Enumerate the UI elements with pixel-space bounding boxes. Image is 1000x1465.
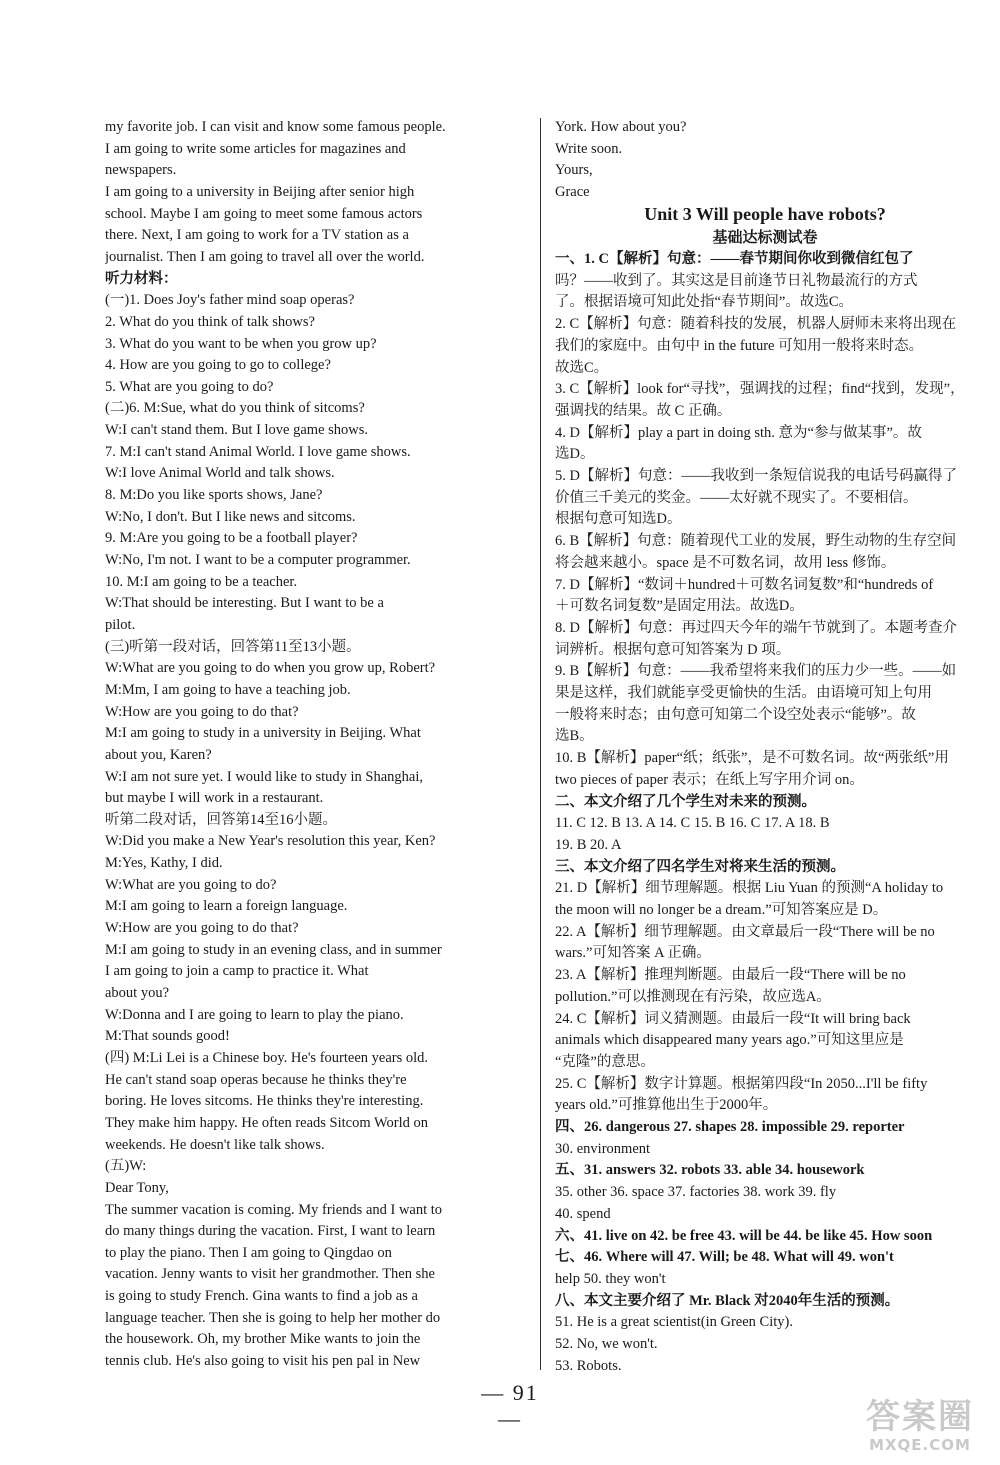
text-line: M:That sounds good! (105, 1028, 230, 1045)
text-line: vacation. Jenny wants to visit her grandmother. Then she (105, 1266, 435, 1283)
answer-line: 40. spend (555, 1205, 611, 1222)
answer-line: 吗？——收到了。其实这是目前逢节日礼物最流行的方式 (555, 272, 918, 289)
text-line: to play the piano. Then I am going to Qingdao on (105, 1244, 392, 1261)
text-line: my favorite job. I can visit and know some famous people. (105, 119, 446, 135)
text-line: M:I am going to learn a foreign language. (105, 898, 348, 915)
letter-line: Grace (555, 183, 590, 200)
text-line: weekends. He doesn't like talk shows. (105, 1136, 325, 1153)
answer-line: 4. D【解析】play a part in doing sth. 意为“参与做某事”。故 (555, 424, 922, 441)
answer-line: help 50. they won't (555, 1270, 666, 1287)
answer-line: 二、本文介绍了几个学生对未来的预测。 (555, 793, 816, 810)
text-line: 2. What do you think of talk shows? (105, 313, 315, 330)
answer-line: 19. B 20. A (555, 836, 622, 853)
answer-line: 30. environment (555, 1140, 651, 1157)
text-line: is going to study French. Gina wants to find a job as a (105, 1288, 418, 1305)
answer-line: 23. A【解析】推理判断题。由最后一段“There will be no (555, 967, 906, 984)
watermark-logo (850, 1398, 990, 1456)
text-line: (四) M:Li Lei is a Chinese boy. He's fourteen years old. (105, 1049, 429, 1066)
text-line: newspapers. (105, 162, 177, 179)
text-line: W:No, I'm not. I want to be a computer programmer. (105, 552, 411, 568)
text-line: language teacher. Then she is going to help her mother do (105, 1309, 441, 1326)
text-line: about you? (105, 985, 170, 1001)
answer-line: animals which disappeared many years ago.”可知这里应是 (555, 1032, 904, 1049)
answer-line: 11. C 12. B 13. A 14. C 15. B 16. C 17. A 18. B (555, 815, 830, 832)
text-line: 10. M:I am going to be a teacher. (105, 573, 298, 590)
text-line: but maybe I will work in a restaurant. (105, 790, 324, 807)
answer-line: years old.”可推算他出生于2000年。 (555, 1097, 778, 1114)
text-line: (二)6. M:Sue, what do you think of sitcoms? (105, 400, 365, 417)
answer-line: 强调找的结果。故 C 正确。 (555, 402, 732, 419)
text-line: He can't stand soap operas because he thinks they're (105, 1071, 407, 1088)
answer-line: 故选C。 (555, 359, 609, 376)
answer-line: 根据句意可知选D。 (555, 511, 682, 528)
text-line: W:I am not sure yet. I would like to study in Shanghai, (105, 768, 424, 785)
text-line: 听第二段对话，回答第14至16小题。 (105, 811, 337, 828)
text-line: W:Donna and I are going to learn to play the piano. (105, 1006, 404, 1023)
watermark-url: MXQE.COM (869, 1436, 971, 1454)
text-line: (一)1. Does Joy's father mind soap operas? (105, 292, 355, 309)
text-line: 3. What do you want to be when you grow up? (105, 335, 377, 352)
answer-line: 五、31. answers 32. robots 33. able 34. housework (555, 1162, 865, 1179)
text-line: 8. M:Do you like sports shows, Jane? (105, 487, 323, 504)
text-line: They make him happy. He often reads Sitcom World on (105, 1114, 428, 1131)
text-line: boring. He loves sitcoms. He thinks they're interesting. (105, 1093, 424, 1110)
text-line: tennis club. He's also going to visit his pen pal in New (105, 1353, 421, 1370)
text-line: M:I am going to study in a university in Beijing. What (105, 725, 421, 742)
answer-line: 选D。 (555, 446, 595, 463)
answer-line: the moon will no longer be a dream.”可知答案应是 D。 (555, 902, 888, 918)
answer-line: 七、46. Where will 47. Will; be 48. What will 49. won't (555, 1249, 894, 1266)
answer-line: 5. D【解析】句意：——我收到一条短信说我的电话号码赢得了 (555, 468, 957, 484)
answer-line: 六、41. live on 42. be free 43. will be 44. be like 45. How soon (555, 1227, 933, 1244)
text-line: W:That should be interesting. But I want to be a (105, 595, 384, 612)
answer-line: pollution.”可以推测现在有污染，故应选A。 (555, 988, 831, 1005)
answer-line: 9. B【解析】句意：——我希望将来我们的压力少一些。——如 (555, 663, 957, 680)
text-line: 听力材料： (105, 270, 178, 287)
text-line: 5. What are you going to do? (105, 378, 274, 395)
answer-line: 24. C【解析】词义猜测题。由最后一段“It will bring back (555, 1010, 911, 1027)
answer-line: 8. D【解析】句意：再过四天今年的端午节就到了。本题考查介 (555, 619, 957, 636)
answer-line: 6. B【解析】句意：随着现代工业的发展，野生动物的生存空间 (555, 533, 957, 550)
answer-line: two pieces of paper 表示；在纸上写字用介词 on。 (555, 771, 864, 788)
answer-line: 一、1. C【解析】句意：——春节期间你收到微信红包了 (555, 251, 914, 267)
answer-line: 价值三千美元的奖金。——太好就不现实了。不要相信。 (555, 489, 918, 506)
answer-line: ＋可数名词复数”是固定用法。故选D。 (555, 598, 804, 615)
text-line: M:Yes, Kathy, I did. (105, 855, 223, 872)
answer-line: 3. C【解析】look for“寻找”，强调找的过程；find“找到，发现”， (555, 381, 965, 398)
answer-line: 将会越来越小。space 是不可数名词，故用 less 修饰。 (555, 554, 896, 571)
answer-line: 35. other 36. space 37. factories 38. work 39. fly (555, 1184, 837, 1201)
text-line: 4. How are you going to go to college? (105, 357, 331, 374)
text-line: W:How are you going to do that? (105, 920, 299, 937)
answer-line: 我们的家庭中。由句中 in the future 可知用一般将来时态。 (555, 337, 924, 354)
text-line: the housework. Oh, my brother Mike wants to join the (105, 1331, 421, 1348)
text-line: W:What are you going to do when you grow up, Robert? (105, 660, 436, 677)
answer-line: 10. B【解析】paper“纸；纸张”，是不可数名词。故“两张纸”用 (555, 750, 949, 767)
answer-line: 选B。 (555, 728, 594, 745)
text-line: (三)听第一段对话，回答第11至13小题。 (105, 638, 361, 655)
text-line: W:Did you make a New Year's resolution this year, Ken? (105, 833, 436, 850)
letter-line: Yours, (555, 162, 593, 179)
column-divider (540, 118, 541, 1370)
text-line: 7. M:I can't stand Animal World. I love game shows. (105, 443, 411, 460)
text-line: pilot. (105, 616, 136, 633)
text-line: W:No, I don't. But I like news and sitcoms. (105, 508, 356, 525)
test-title: 基础达标测试卷 (712, 228, 818, 246)
answer-line: 四、26. dangerous 27. shapes 28. impossible 29. reporter (555, 1119, 905, 1135)
watermark-text: 答案圈 (866, 1397, 974, 1437)
text-line: W:I love Animal World and talk shows. (105, 465, 335, 482)
answer-line: 了。根据语境可知此处指“春节期间”。故选C。 (555, 294, 854, 311)
letter-line: York. How about you? (555, 119, 687, 135)
text-line: there. Next, I am going to work for a TV station as a (105, 227, 409, 244)
answer-line: 词辨析。根据句意可知答案为 D 项。 (555, 641, 791, 658)
text-line: I am going to write some articles for magazines and (105, 140, 406, 157)
answer-line: 22. A【解析】细节理解题。由文章最后一段“There will be no (555, 923, 935, 940)
text-line: Dear Tony, (105, 1179, 169, 1196)
text-line: do many things during the vacation. First, I want to learn (105, 1223, 436, 1240)
answer-line: 51. He is a great scientist(in Green City). (555, 1314, 793, 1331)
text-line: 9. M:Are you going to be a football player? (105, 530, 358, 547)
text-line: M:I am going to study in an evening class, and in summer (105, 941, 442, 958)
answer-line: 三、本文介绍了四名学生对将来生活的预测。 (555, 858, 845, 875)
text-line: I am going to a university in Beijing after senior high (105, 183, 415, 200)
text-line: M:Mm, I am going to have a teaching job. (105, 681, 351, 698)
answer-line: 53. Robots. (555, 1357, 622, 1374)
text-line: about you, Karen? (105, 746, 212, 763)
answer-line: 果是这样，我们就能享受更愉快的生活。由语境可知上句用 (555, 685, 932, 701)
answer-line: 25. C【解析】数字计算题。根据第四段“In 2050...I'll be fifty (555, 1075, 928, 1092)
text-line: journalist. Then I am going to travel all over the world. (105, 248, 425, 265)
answer-line: 52. No, we won't. (555, 1336, 658, 1352)
unit-title: Unit 3 Will people have robots? (644, 204, 886, 224)
answer-line: 21. D【解析】细节理解题。根据 Liu Yuan 的预测“A holiday to (555, 880, 944, 897)
text-line: (五)W: (105, 1158, 147, 1175)
text-line: W:How are you going to do that? (105, 703, 299, 720)
answer-line: 八、本文主要介绍了 Mr. Black 对2040年生活的预测。 (555, 1292, 900, 1309)
answer-line: 2. C【解析】句意：随着科技的发展，机器人厨师未来将出现在 (555, 316, 957, 333)
answer-line: 7. D【解析】“数词＋hundred＋可数名词复数”和“hundreds of (555, 576, 934, 593)
text-line: school. Maybe I am going to meet some famous actors (105, 205, 423, 222)
answer-line: wars.”可知答案 A 正确。 (555, 945, 711, 962)
text-line: W:I can't stand them. But I love game shows. (105, 422, 369, 439)
page-number: — 91 — (481, 1380, 539, 1431)
letter-line: Write soon. (555, 140, 623, 157)
text-line: W:What are you going to do? (105, 876, 277, 893)
answer-line: “克隆”的意思。 (555, 1053, 655, 1070)
text-line: I am going to join a camp to practice it. What (105, 963, 369, 980)
text-line: The summer vacation is coming. My friends and I want to (105, 1201, 443, 1218)
answer-line: 一般将来时态；由句意可知第二个设空处表示“能够”。故 (555, 706, 916, 723)
